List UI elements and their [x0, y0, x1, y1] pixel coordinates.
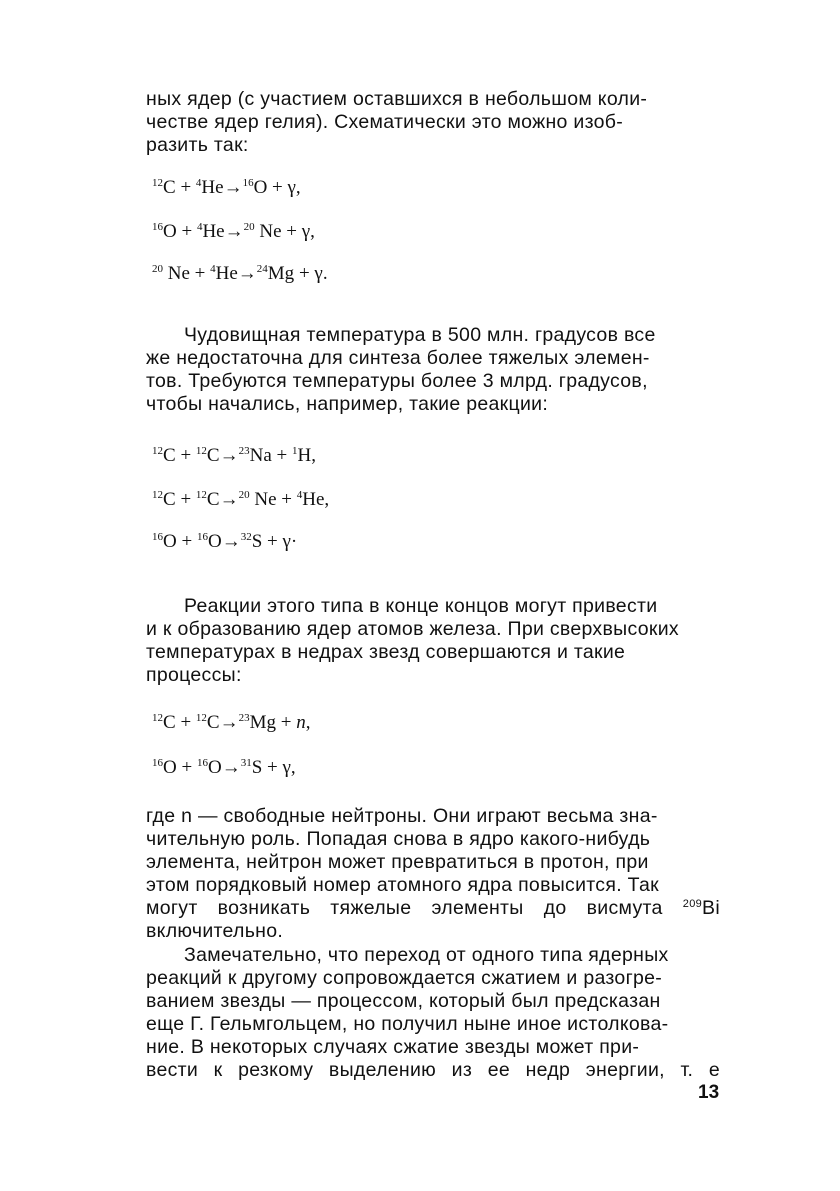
- text-line: тов. Требуются температуры более 3 млрд. градусов,: [146, 370, 648, 392]
- text-line: где n — свободные нейтроны. Они играют весьма зна-: [146, 805, 658, 827]
- text-line: ванием звезды — процессом, который был предсказан: [146, 990, 661, 1012]
- paragraph-1: [146, 88, 720, 157]
- reaction-equation: $^{12}$C + $^{12}$C→$^{20}$ Ne + $^4$He,: [152, 489, 330, 510]
- text-line: вести к резкому выделению из ее недр энергии, т. е: [146, 1059, 720, 1081]
- text-line: же недостаточна для синтеза более тяжелых элемен-: [146, 347, 650, 369]
- reaction-equation: $^{12}$C + $^4$He→$^{16}$O + γ,: [152, 177, 301, 198]
- reaction-equation: $^{16}$O + $^4$He→$^{20}$ Ne + γ,: [152, 221, 315, 242]
- reaction-equation: $^{12}$C + $^{12}$C→$^{23}$Na + $^1$H,: [152, 445, 316, 466]
- reaction-equation: $^{12}$C + $^{12}$C→$^{23}$Mg + n,: [152, 712, 311, 733]
- paragraph-2: [146, 324, 720, 416]
- text-line: разить так:: [146, 134, 249, 156]
- text-line: реакций к другому сопровождается сжатием и разогре-: [146, 967, 663, 989]
- text-line: ных ядер (с участием оставшихся в небольшом коли-: [146, 88, 648, 110]
- text-line: элемента, нейтрон может превратиться в протон, при: [146, 851, 649, 873]
- text-line: процессы:: [146, 664, 242, 686]
- text-line: честве ядер гелия). Схематически это можно изоб-: [146, 111, 624, 133]
- paragraph-5: [146, 944, 720, 1082]
- text-line: Чудовищная температура в 500 млн. градусов все: [184, 324, 656, 346]
- text-line: чительную роль. Попадая снова в ядро какого-нибудь: [146, 828, 651, 850]
- text-line: чтобы начались, например, такие реакции:: [146, 393, 549, 415]
- text-line: этом порядковый номер атомного ядра повысится. Так: [146, 874, 659, 896]
- text-line: включительно.: [146, 920, 284, 942]
- reaction-equation: $^{16}$O + $^{16}$O→$^{31}$S + γ,: [152, 757, 296, 778]
- paragraph-3: [146, 595, 720, 687]
- text-line: могут возникать тяжелые элементы до висмута $^{209}$Bi: [146, 897, 720, 919]
- text-line: и к образованию ядер атомов железа. При сверхвысоких: [146, 618, 679, 640]
- paragraph-4: [146, 805, 720, 943]
- text-line: ние. В некоторых случаях сжатие звезды может при-: [146, 1036, 640, 1058]
- reaction-equation: $^{20}$ Ne + $^4$He→$^{24}$Mg + γ.: [152, 263, 328, 284]
- page-number: 13: [698, 1082, 720, 1103]
- text-line: Реакции этого типа в конце концов могут привести: [184, 595, 658, 617]
- text-line: температурах в недрах звезд совершаются и такие: [146, 641, 626, 663]
- reaction-equation: $^{16}$O + $^{16}$O→$^{32}$S + γ·: [152, 531, 298, 552]
- text-line: Замечательно, что переход от одного типа ядерных: [184, 944, 669, 966]
- text-line: еще Г. Гельмгольцем, но получил ныне иное истолкова-: [146, 1013, 669, 1035]
